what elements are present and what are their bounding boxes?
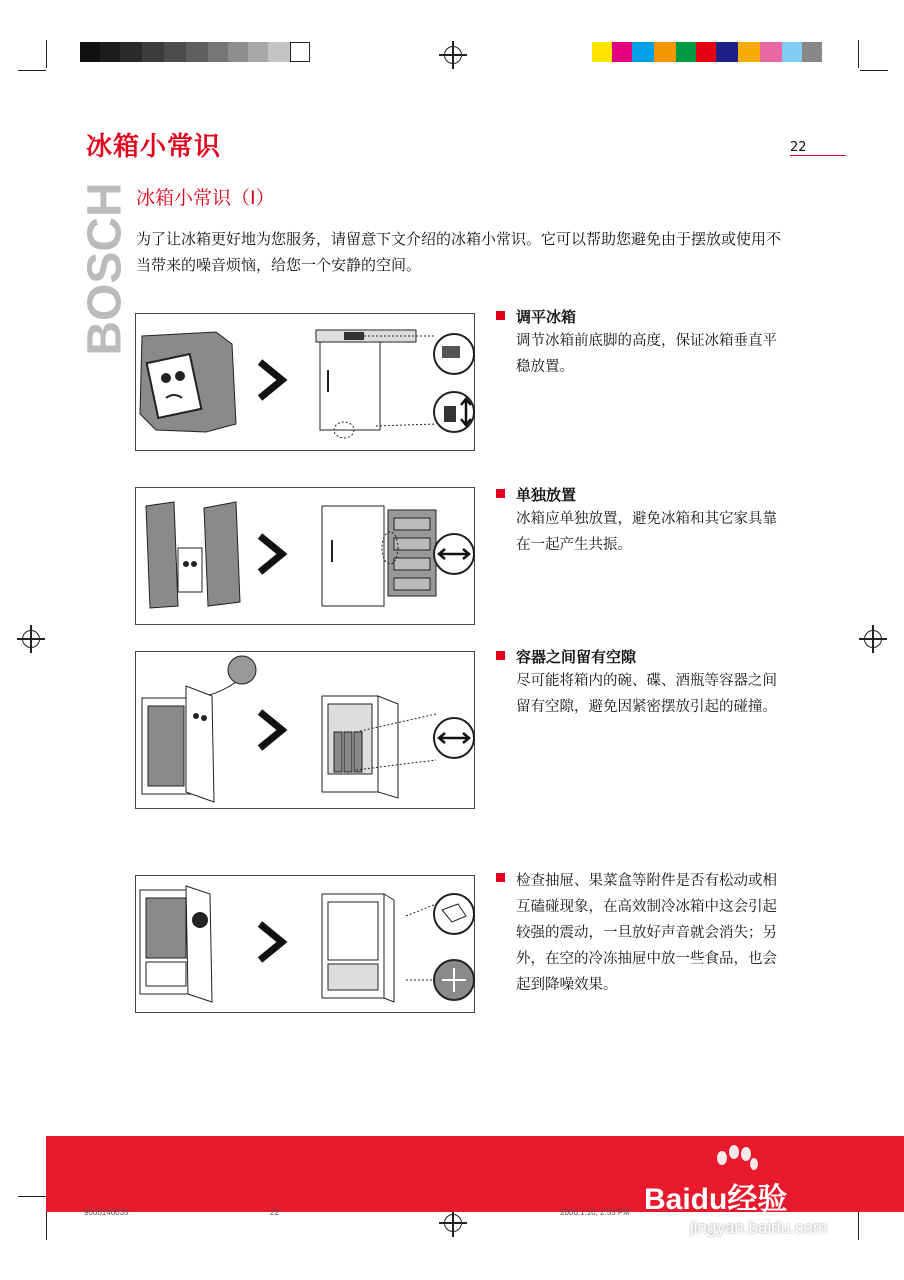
page-number: 22 bbox=[790, 140, 807, 155]
registration-mark-icon bbox=[444, 1214, 462, 1232]
registration-mark-icon bbox=[444, 46, 462, 64]
tip-body: 检查抽屉、果菜盒等附件是否有松动或相互磕碰现象，在高效制冷冰箱中这会引起较强的震动，一旦放好声音就会消失；另外，在空的冷冻抽屉中放一些食品，也会起到降噪效果。 bbox=[516, 873, 777, 993]
tip-title: 单独放置 bbox=[516, 486, 577, 504]
chevron-right-icon bbox=[260, 924, 282, 960]
bullet-square bbox=[496, 311, 505, 320]
tip-body: 尽可能将箱内的碗、碟、酒瓶等容器之间留有空隙，避免因紧密摆放引起的碰撞。 bbox=[516, 673, 777, 715]
bosch-logo bbox=[78, 182, 132, 356]
registration-mark-icon bbox=[22, 630, 40, 648]
bullet-square bbox=[496, 489, 505, 498]
tip-title: 调平冰箱 bbox=[516, 308, 577, 326]
illustration-drawers bbox=[135, 875, 475, 1013]
illustration-standalone bbox=[135, 487, 475, 625]
watermark-url: jingyan.baidu.com bbox=[690, 1218, 828, 1237]
tip-body: 调节冰箱前底脚的高度，保证冰箱垂直平稳放置。 bbox=[516, 333, 777, 375]
page-number-rule bbox=[790, 155, 846, 156]
intro-paragraph: 为了让冰箱更好地为您服务，请留意下文介绍的冰箱小常识。它可以帮助您避免由于摆放或使用不当带来的噪音烦恼，给您一个安静的空间。 bbox=[136, 230, 782, 274]
tip-title: 容器之间留有空隙 bbox=[516, 648, 637, 666]
chevron-right-icon bbox=[260, 362, 282, 398]
svg-text:BOSCH: BOSCH bbox=[78, 182, 132, 356]
tip-container-gaps bbox=[496, 646, 786, 720]
illustration-leveling bbox=[135, 313, 475, 451]
tip-leveling bbox=[496, 306, 786, 380]
illustration-container-gaps bbox=[135, 651, 475, 809]
footer-page: 22 bbox=[270, 1208, 279, 1217]
registration-mark-icon bbox=[864, 630, 882, 648]
section-subtitle: 冰箱小常识（I） bbox=[136, 187, 275, 209]
chevron-right-icon bbox=[260, 536, 282, 572]
tip-standalone bbox=[496, 484, 786, 558]
footer-timestamp: 2006.1.10, 2:55 PM bbox=[560, 1208, 630, 1217]
bullet-square bbox=[496, 651, 505, 660]
page-title: 冰箱小常识 bbox=[86, 132, 222, 162]
watermark-logo: Baidu经验 bbox=[644, 1183, 788, 1216]
tip-drawers bbox=[496, 868, 786, 998]
footer-code: 9000146035 bbox=[84, 1208, 129, 1217]
bullet-square bbox=[496, 873, 505, 882]
tip-body: 冰箱应单独放置，避免冰箱和其它家具靠在一起产生共振。 bbox=[516, 511, 777, 553]
chevron-right-icon bbox=[260, 712, 282, 748]
